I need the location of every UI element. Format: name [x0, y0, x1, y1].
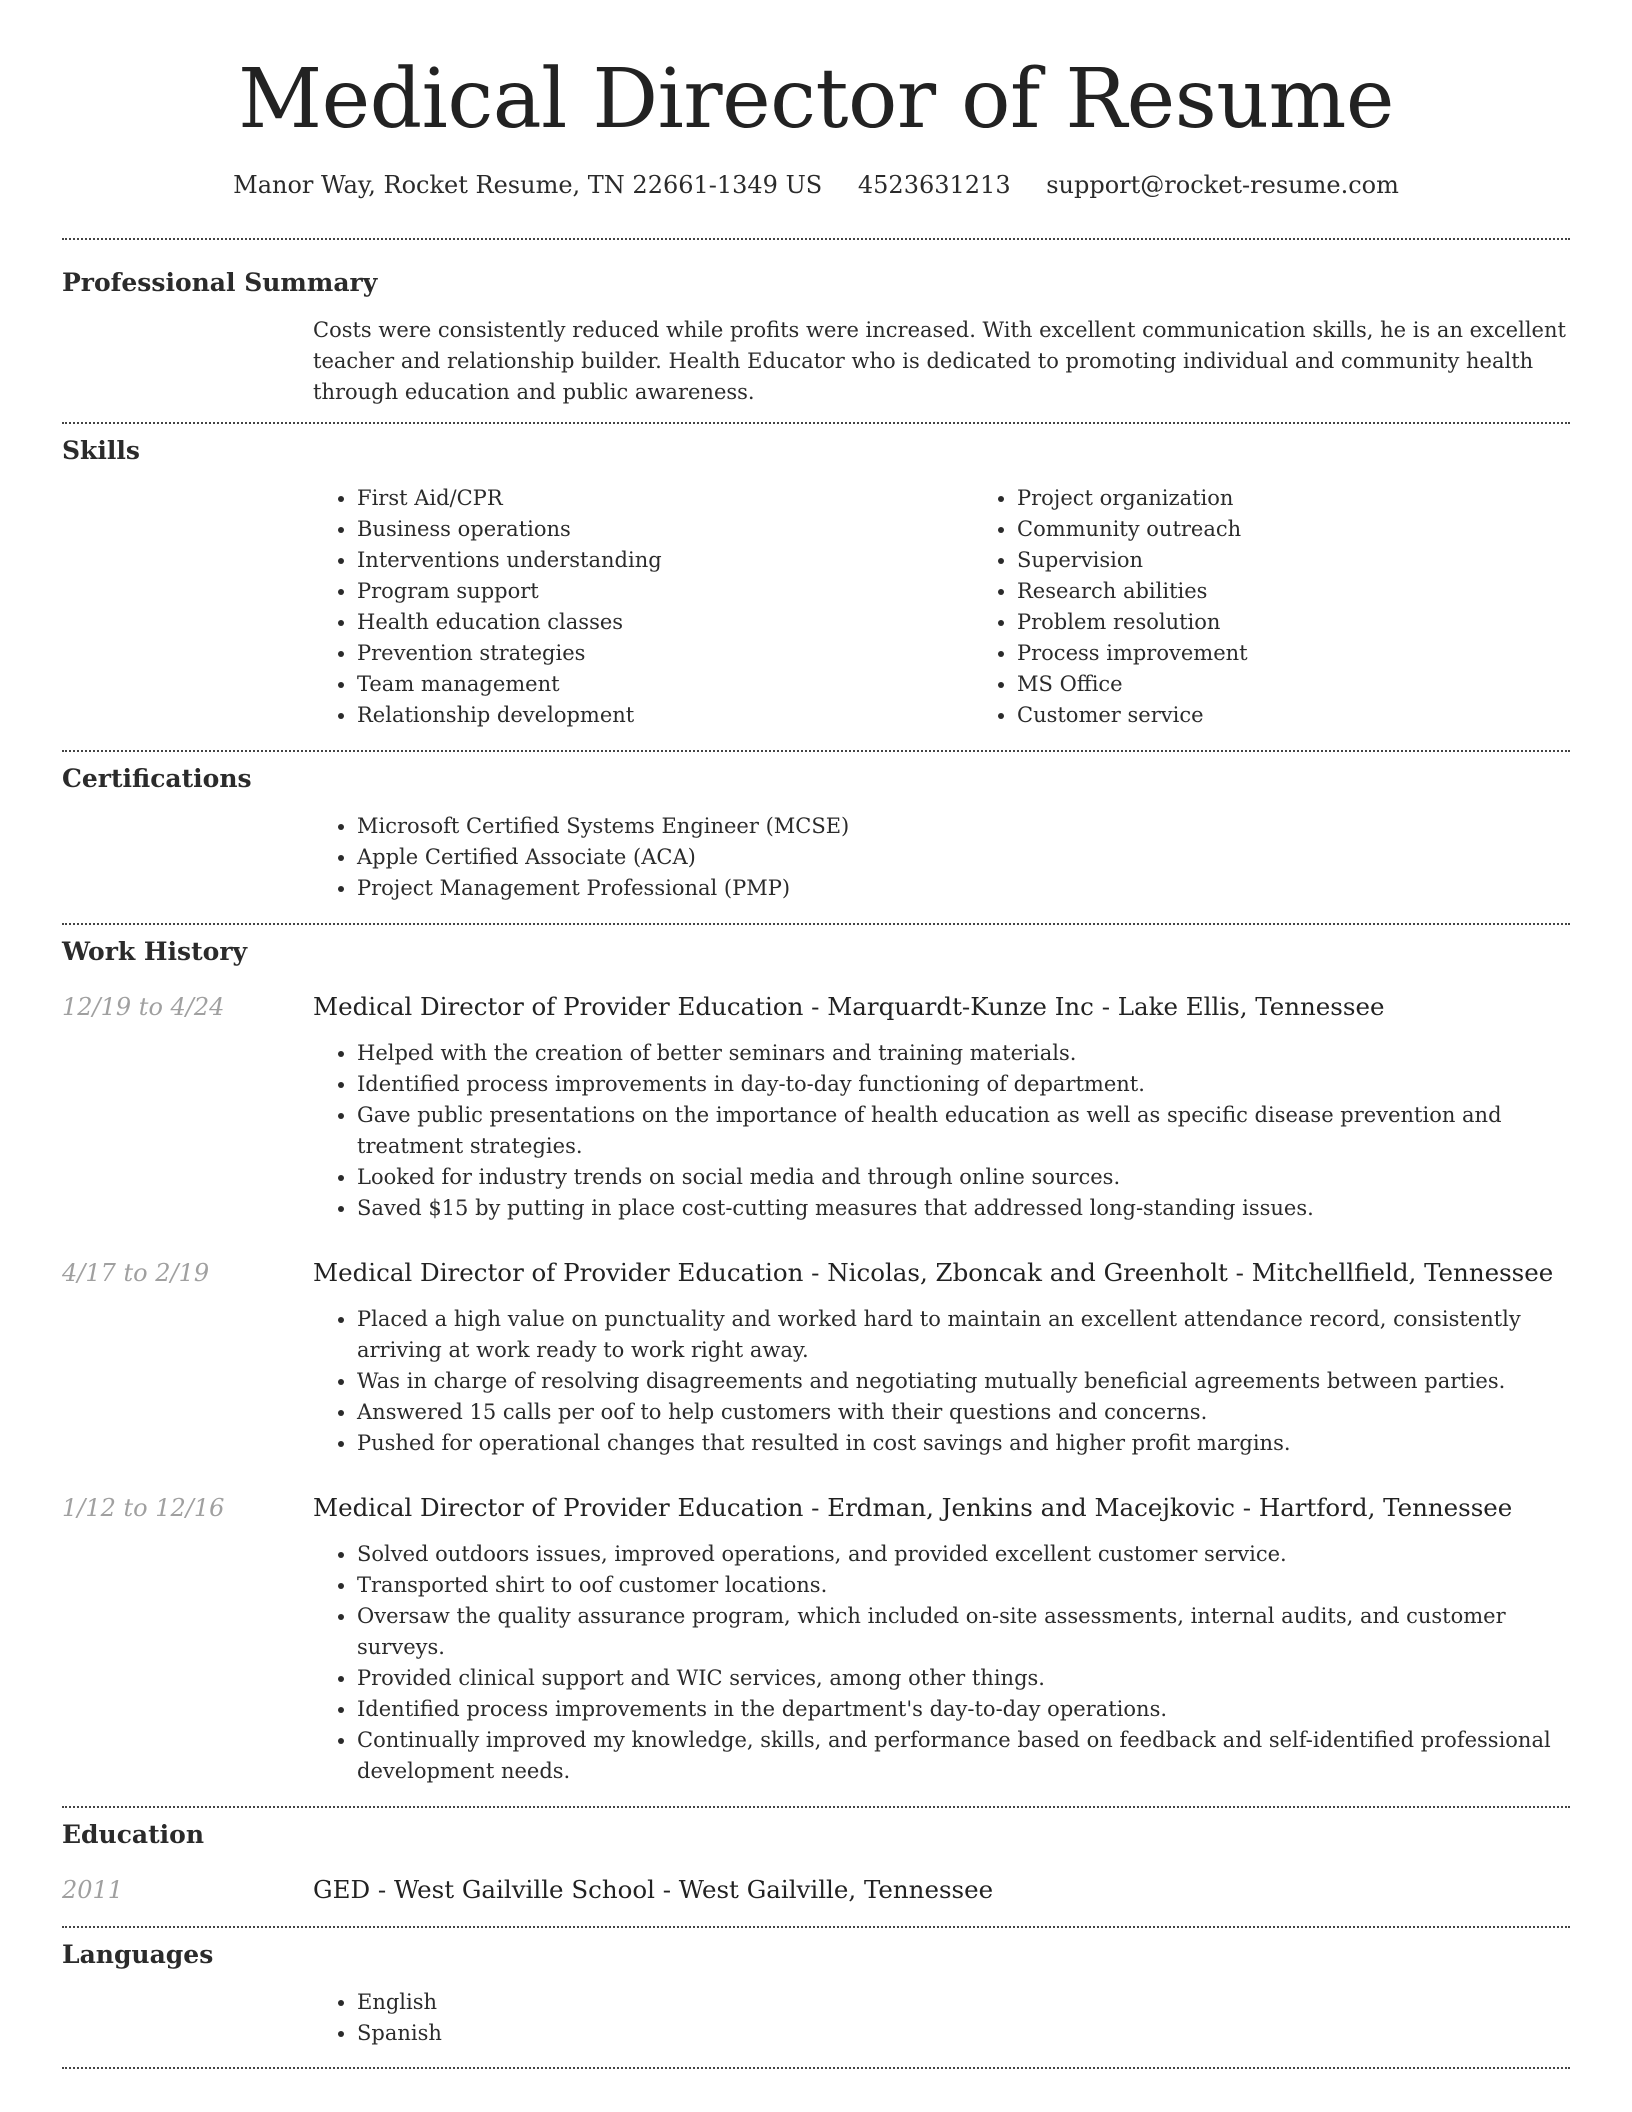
skill-item: • Prevention strategies	[357, 638, 973, 669]
resume-name: Medical Director of Resume	[238, 52, 1394, 147]
work-section	[62, 925, 1570, 1787]
job-bullets	[313, 1038, 1570, 1224]
job-bullet: • Identified process improvements in day-to-day functioning of department.	[357, 1069, 1570, 1100]
certifications-left-spacer	[62, 811, 313, 904]
job-body	[313, 1257, 1570, 1459]
certifications-body	[313, 811, 1570, 904]
job-dates: 12/19 to 4/24	[62, 993, 225, 1021]
certification-item: • Apple Certified Associate (ACA)	[357, 842, 1570, 873]
skills-columns	[313, 483, 1632, 731]
certifications-list	[313, 811, 1570, 904]
skill-item: • Problem resolution	[1017, 607, 1632, 638]
skill-item: • Research abilities	[1017, 576, 1632, 607]
skills-left-spacer	[62, 483, 313, 731]
skill-item: • Customer service	[1017, 700, 1632, 731]
job-bullet: • Pushed for operational changes that resulted in cost savings and higher profit margins.	[357, 1428, 1570, 1459]
job-bullet: • Looked for industry trends on social media and through online sources.	[357, 1162, 1570, 1193]
job-entry	[62, 1492, 1570, 1787]
languages-body	[313, 1987, 1570, 2049]
job-heading: Medical Director of Provider Education - Erdman, Jenkins and Macejkovic - Hartford, Tennessee	[313, 1493, 1513, 1522]
language-item: • English	[357, 1987, 1570, 2018]
education-entry: GED - West Gailville School - West Gailville, Tennessee	[313, 1875, 994, 1904]
section-title-education: Education	[62, 1820, 205, 1849]
job-bullet: • Solved outdoors issues, improved operations, and provided excellent customer service.	[357, 1539, 1570, 1570]
contact-address: Manor Way, Rocket Resume, TN 22661-1349 US	[233, 171, 823, 199]
summary-section	[62, 240, 1570, 408]
job-bullet: • Saved $15 by putting in place cost-cutting measures that addressed long-standing issues.	[357, 1193, 1570, 1224]
job-bullet: • Placed a high value on punctuality and worked hard to maintain an excellent attendance record, consistently arriving at work ready to work right away.	[357, 1304, 1570, 1366]
summary-left-spacer	[62, 315, 313, 408]
job-dates: 1/12 to 12/16	[62, 1494, 225, 1522]
job-heading: Medical Director of Provider Education - Marquardt-Kunze Inc - Lake Ellis, Tennessee	[313, 992, 1385, 1021]
certification-item: • Microsoft Certified Systems Engineer (MCSE)	[357, 811, 1570, 842]
job-bullet: • Gave public presentations on the importance of health education as well as specific disease prevention and treatment strategies.	[357, 1100, 1570, 1162]
job-bullet: • Identified process improvements in the department's day-to-day operations.	[357, 1694, 1570, 1725]
certifications-section	[62, 752, 1570, 904]
job-bullet: • Was in charge of resolving disagreements and negotiating mutually beneficial agreements between parties.	[357, 1366, 1570, 1397]
resume-page	[62, 0, 1570, 2069]
job-body	[313, 1492, 1570, 1787]
contact-line	[62, 168, 1570, 202]
skill-item: • Community outreach	[1017, 514, 1632, 545]
skills-section	[62, 424, 1570, 731]
section-title-certifications: Certifications	[62, 764, 252, 793]
skill-item: • Project organization	[1017, 483, 1632, 514]
job-bullet: • Continually improved my knowledge, skills, and performance based on feedback and self-identified professional development needs.	[357, 1725, 1570, 1787]
job-bullet: • Provided clinical support and WIC services, among other things.	[357, 1663, 1570, 1694]
skills-list-left	[313, 483, 973, 731]
skill-item: • Process improvement	[1017, 638, 1632, 669]
education-year: 2011	[62, 1876, 124, 1904]
languages-list	[313, 1987, 1570, 2049]
languages-left-spacer	[62, 1987, 313, 2049]
skill-item: • First Aid/CPR	[357, 483, 973, 514]
job-bullet: • Helped with the creation of better seminars and training materials.	[357, 1038, 1570, 1069]
section-title-skills: Skills	[62, 436, 140, 465]
job-body	[313, 991, 1570, 1224]
language-item: • Spanish	[357, 2018, 1570, 2049]
certification-item: • Project Management Professional (PMP)	[357, 873, 1570, 904]
section-title-work: Work History	[62, 937, 248, 966]
job-bullets	[313, 1539, 1570, 1787]
languages-section	[62, 1928, 1570, 2049]
skill-item: • MS Office	[1017, 669, 1632, 700]
skill-item: • Program support	[357, 576, 973, 607]
job-entry	[62, 1257, 1570, 1459]
contact-email: support@rocket-resume.com	[1046, 171, 1399, 199]
job-bullet: • Transported shirt to oof customer locations.	[357, 1570, 1570, 1601]
skill-item: • Relationship development	[357, 700, 973, 731]
contact-phone: 4523631213	[857, 171, 1011, 199]
skill-item: • Business operations	[357, 514, 973, 545]
job-entry	[62, 991, 1570, 1224]
divider	[62, 2067, 1570, 2069]
skill-item: • Team management	[357, 669, 973, 700]
summary-text: Costs were consistently reduced while profits were increased. With excellent communication skills, he is an excellent teacher and relationship builder. Health Educator who is dedicated to promoting individual and community health through education and public awareness.	[313, 318, 1566, 404]
skill-item: • Supervision	[1017, 545, 1632, 576]
job-bullets	[313, 1304, 1570, 1459]
section-title-summary: Professional Summary	[62, 268, 378, 297]
skill-item: • Interventions understanding	[357, 545, 973, 576]
skills-list-right	[973, 483, 1632, 731]
job-dates: 4/17 to 2/19	[62, 1259, 210, 1287]
education-section	[62, 1808, 1570, 1906]
section-title-languages: Languages	[62, 1940, 214, 1969]
skill-item: • Health education classes	[357, 607, 973, 638]
job-heading: Medical Director of Provider Education - Nicolas, Zboncak and Greenholt - Mitchellfield, Tennessee	[313, 1258, 1554, 1287]
job-bullet: • Answered 15 calls per oof to help customers with their questions and concerns.	[357, 1397, 1570, 1428]
job-bullet: • Oversaw the quality assurance program, which included on-site assessments, internal audits, and customer surveys.	[357, 1601, 1570, 1663]
